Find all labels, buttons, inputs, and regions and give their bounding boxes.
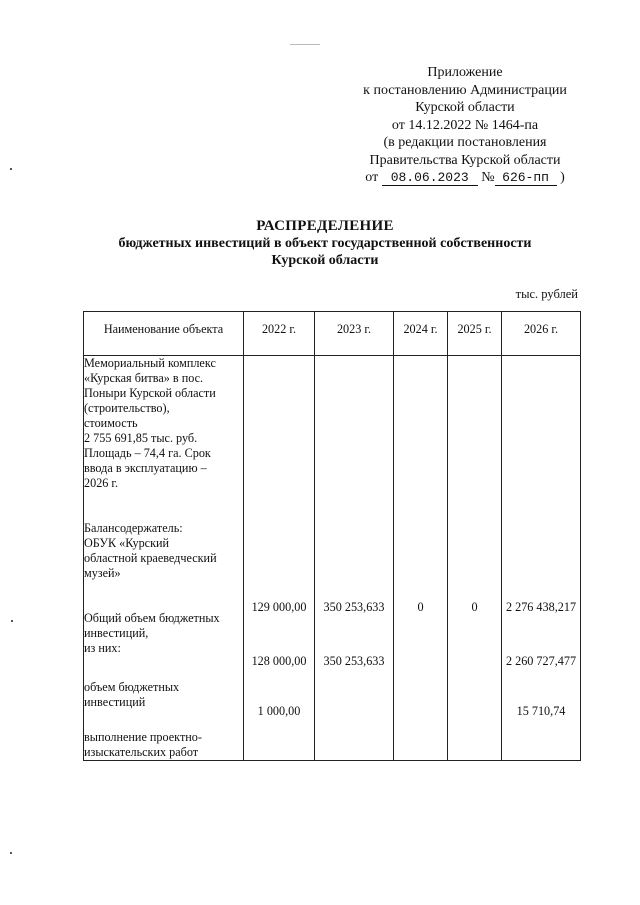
handwritten-date: 08.06.2023 (382, 171, 478, 186)
description-line: Площадь – 74,4 га. Срок (84, 446, 211, 460)
description-line: Мемориальный комплекс (84, 356, 216, 370)
spacer (244, 669, 314, 704)
annex-line-3: Курской области (415, 100, 515, 115)
number-prefix: № (481, 170, 495, 185)
header-2025: 2025 г. (448, 312, 502, 356)
spacer (502, 669, 580, 704)
close-paren: ) (560, 170, 565, 185)
total-label-line: Общий объем бюджетных (84, 611, 220, 625)
description-line: «Курская битва» в пос. (84, 371, 204, 385)
spacer (244, 615, 314, 654)
scan-dot (11, 620, 13, 622)
handwritten-number: 626-пп (495, 171, 557, 186)
invest-label-line: объем бюджетных (84, 680, 180, 694)
annex-line-5: (в редакции постановления (383, 135, 547, 150)
invest-2023: 350 253,633 (323, 654, 385, 668)
spacer (502, 356, 580, 600)
table-row (84, 356, 581, 761)
annex-header (330, 64, 600, 187)
col-2026 (502, 356, 581, 761)
document-title (90, 218, 560, 269)
spacer (84, 581, 243, 611)
holder-line: музей» (84, 566, 121, 580)
description-line: 2026 г. (84, 476, 119, 490)
title-line-1: РАСПРЕДЕЛЕНИЕ (256, 218, 394, 234)
survey-2022: 1 000,00 (257, 704, 301, 718)
title-line-2: бюджетных инвестиций в объект государственной собственности (118, 236, 532, 251)
total-2023: 350 253,633 (323, 600, 385, 614)
description-line: ввода в эксплуатацию – (84, 461, 207, 475)
table-header-row (84, 312, 581, 356)
annex-line-1: Приложение (427, 65, 503, 80)
spacer (84, 491, 243, 521)
survey-label-line: изыскательских работ (84, 745, 199, 759)
annex-line-6: Правительства Курской области (369, 152, 561, 168)
spacer (315, 615, 393, 654)
spacer (84, 710, 243, 730)
header-2024: 2024 г. (394, 312, 448, 356)
description-line: (строительство), (84, 401, 170, 415)
units-label: тыс. рублей (515, 287, 578, 301)
header-2022: 2022 г. (244, 312, 315, 356)
spacer (84, 656, 243, 680)
survey-2026: 15 710,74 (516, 704, 566, 718)
col-2025 (448, 356, 502, 761)
scan-dot (10, 168, 12, 170)
header-2023: 2023 г. (315, 312, 394, 356)
total-2022: 129 000,00 (251, 600, 307, 614)
annex-line-4: от 14.12.2022 № 1464-па (391, 117, 539, 133)
annex-line-2: к постановлению Администрации (363, 82, 567, 98)
total-2024: 0 (417, 600, 424, 614)
date-prefix: от (365, 170, 379, 185)
spacer (394, 356, 447, 600)
scan-mark (290, 44, 320, 45)
header-object-name: Наименование объекта (84, 312, 244, 356)
invest-2026: 2 260 727,477 (505, 654, 577, 668)
header-2026: 2026 г. (502, 312, 581, 356)
total-2026: 2 276 438,217 (505, 600, 577, 614)
spacer (244, 356, 314, 600)
spacer (502, 615, 580, 654)
holder-line: ОБУК «Курский (84, 536, 170, 550)
invest-2022: 128 000,00 (251, 654, 307, 668)
object-name-cell (84, 356, 244, 761)
survey-label-line: выполнение проектно- (84, 730, 202, 744)
col-2024 (394, 356, 448, 761)
holder-line: Балансодержатель: (84, 521, 183, 535)
description-line: 2 755 691,85 тыс. руб. (84, 431, 198, 445)
col-2023 (315, 356, 394, 761)
total-label-line: из них: (84, 641, 121, 655)
col-2022 (244, 356, 315, 761)
annex-date-line (330, 169, 600, 187)
holder-line: областной краеведческий (84, 551, 217, 565)
title-line-3: Курской области (271, 253, 379, 268)
total-label-line: инвестиций, (84, 626, 149, 640)
spacer (448, 356, 501, 600)
total-2025: 0 (471, 600, 478, 614)
investment-table (83, 311, 581, 761)
description-line: Поныри Курской области (84, 386, 216, 400)
spacer (315, 356, 393, 600)
description-line: стоимость (84, 416, 138, 430)
scan-dot (10, 852, 12, 854)
invest-label-line: инвестиций (84, 695, 146, 709)
